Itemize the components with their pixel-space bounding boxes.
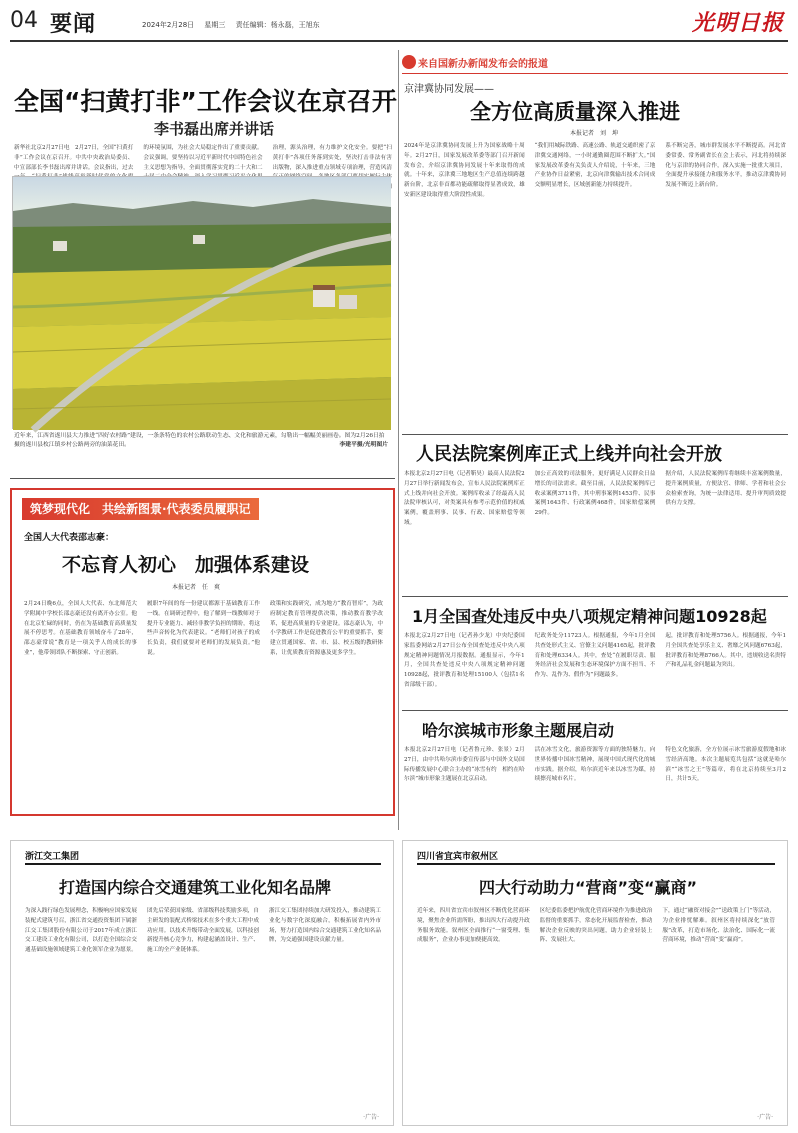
jj-banner <box>402 52 788 74</box>
court-col-3: 据介绍，人民法院案例库将继续丰富案例数量，提升案例质量，方便法官、律师、学者和社会公众检索查询，为统一法律适用、提升审判质效提供有力支撑。 <box>665 471 787 507</box>
dot-icon <box>402 55 416 69</box>
photo-credit: 李建平摄/光明图片 <box>339 442 388 448</box>
sichuan-col-2: 区纪委监委把护航优化营商环境作为推进政治监督的重要抓手，常态化开展监督检查，推动解决企业反映的突出问题，助力企业轻装上阵、发展壮大。 <box>539 908 653 944</box>
zhejiang-col-2: 团先后荣获国家级、省部级科技奖励多项，自主研发的装配式桥梁技术在多个重大工程中成功应用。以技术升级带动全面发展，以科技创新提升核心竞争力，构建起涵盖设计、生产、施工的全产业链体系。 <box>147 908 259 954</box>
sichuan-col-1: 近年来，四川省宜宾市叙州区不断优化营商环境，聚焦企业所需所盼，推出四大行动提升政务服务效能。叙州区全面推行“一窗受理、集成服务”，企业办事更加便捷高效。 <box>417 908 530 944</box>
photo-caption <box>14 432 388 450</box>
harbin-col-1: 本报北京2月27日电（记者鲁元珍、张景）2月27日，由中共哈尔滨市委宣传部与中国外文局国际传播发展中心联合主办的“冰雪有约 相约在哈尔滨”城市形象主题展在北京启动。 <box>404 747 525 783</box>
feature-col-2: 履职7年间的每一份建议都源于基础教育工作一线。在调研过程中，他了解到一线教师对于提升专业能力、减轻非教学负担的期盼，将这些声音转化为代表建议。“老师们对孩子的成长负责，我们就要对老师们的发展负责。”他说。 <box>147 601 260 656</box>
jj-body <box>404 142 786 432</box>
lead-title: 全国“扫黄打非”工作会议在京召开 <box>14 87 397 116</box>
sichuan-col-3: 下，通过“融资对接会”“送政策上门”等活动，为企业排忧解难。叙州区将持续深化“放管服”改革，打造市场化、法治化、国际化一流营商环境，推动“营商”变“赢商”。 <box>662 908 776 944</box>
feature-kicker: 全国人大代表邵志豪： <box>24 533 115 543</box>
sichuan-ad <box>402 840 788 1126</box>
sichuan-label: 四川省宜宾市叙州区 <box>417 852 499 862</box>
feature-col-1: 2月24日晚6点，全国人大代表、东北师范大学附属中学校长邵志豪还没有离开办公室。他在北京忙碌的同时，仍在为基础教育高质量发展不停思考。在基础教育领域奋斗了28年，邵志豪常说“教育是一项关乎人的成长的事业”，他带领团队不断探索、守正创新。 <box>24 601 137 656</box>
lead-col-2: 的环境氛围，为社会大局稳定作出了重要贡献。会议强调，要坚持以习近平新时代中国特色社会主义思想为指导，全面贯彻落实党的二十大和二 <box>143 145 263 171</box>
feature-body <box>24 600 383 808</box>
jwh-col-3: 起，批评教育和处理5756人。根据通报，今年1月全国共查处享乐主义、奢靡之风问题6763起，批评教育和处理8766人。其中，违规收送名贵特产和礼品礼金问题最为突出。 <box>665 633 787 669</box>
zhejiang-col-3: 浙江交工集团持续加大研发投入，推动建筑工业化与数字化深度融合，积极拓展省内外市场，努力打造国内综合交通建筑工业化知名品牌，为交通强国建设贡献力量。 <box>269 908 381 944</box>
feature-col-3: 政策和实践研究，成为地方“教育智库”，为政府制定教育管理提供决策，推动教育教学改革，促进高质量的专业建设。邵志豪认为，中小学教研工作是促进教育公平的重要抓手，要建立贯通国家、省、市、县、校五级的教研体系，让优质教育资源惠及更多学生。 <box>270 601 383 656</box>
zhejiang-title: 打造国内综合交通建筑工业化知名品牌 <box>59 878 332 897</box>
jwh-col-2: 纪政务处分11723人。根据通报，今年1月全国共查处形式主义、官僚主义问题4165起，批评教育和处理6334人。其中，查处“在履职尽责、服务经济社会发展和生态环境保护方面不担当、不作为、乱作为、假作为”问题最多。 <box>534 633 656 679</box>
court-col-1: 本报北京2月27日电（记者靳昊）最高人民法院2月27日举行新闻发布会，宣布人民法院案例库正式上线并向社会开放。案例库收录了经最高人民法院审核认可，对类案具有参考示范价值的权威案例，覆盖刑事、民事、行政、国家赔偿等领域。 <box>404 471 525 526</box>
zhejiang-label-rule <box>25 863 381 865</box>
jj-col-3: 系不断完善，城市群发展水平不断提高。河北省委常委、常务副省长在会上表示，河北将持续深化与京津的协同合作，深入实施一批重大项目，全面提升承接能力和服务水平，推动京津冀协同发展不断迈上新台阶。 <box>665 143 787 189</box>
newspaper-logo: 光明日报 <box>691 10 784 36</box>
jwh-title: 1月全国查处违反中央八项规定精神问题10928起 <box>412 607 767 626</box>
harbin-col-3: 特色文化旅游，全方位展示冰雪旅游度假地和冰雪经济高地。本次主题展览共包括“这就是哈尔滨”“冰雪之王”等篇章，将在北京持续至3月2日，共计5天。 <box>665 747 787 783</box>
harbin-body <box>404 746 786 822</box>
sichuan-ad-tag: ·广告· <box>757 1114 773 1121</box>
feature-title: 不忘育人初心 加强体系建设 <box>62 554 310 576</box>
lead-col-1: 新华社北京2月27日电 2月27日，全国“扫黄打非”工作会议在京召开。中共中央政治局委员、中宣部部长李书磊出席并讲话。会议指出，过去 <box>14 145 134 171</box>
zhejiang-col-1: 为深入践行绿色发展理念，积极响应国家发展装配式建筑号召，浙江省交通投资集团下属浙江交工集团股份有限公司于2017年成立浙江交工建设工业化有限公司，以打造全国综合交通基础设施领域建筑工业化领军企业为愿景。 <box>25 908 137 954</box>
zhejiang-body <box>25 907 381 1107</box>
page-column-divider <box>398 50 399 830</box>
issue-weekday: 星期三 <box>204 21 226 29</box>
jj-col-2: “我们用城际铁路、高速公路、轨道交通织密了京津冀交通网络，一小时通勤圈范围不断扩大。”国家发展改革委有关负责人介绍说，十年来，三地产业协作日益紧密，北京向津冀输出技术合同成交额明显增长，区域创新能力持续提升。 <box>534 143 656 189</box>
lead-subtitle: 李书磊出席并讲话 <box>154 120 275 138</box>
jj-title: 全方位高质量深入推进 <box>470 100 680 124</box>
jwh-divider <box>402 710 788 711</box>
photo-caption-text: 近年来，江西省遂川县大力推进“四好农村路”建设，一条条特色的农村公路联动生态、文化和旅游元素，勾勒出一幅幅美丽画卷。图为2月26日拍摄的遂川县枚江镇乡村公路两旁的油菜花田。 <box>14 433 385 448</box>
lead-col-3: 治理，源头治理，有力维护文化安全。要把“扫黄打非”各项任务落到实处，坚决打击非法有害出版物，深入推进重点领域专项治理，营造风清 <box>272 145 392 171</box>
sichuan-title: 四大行动助力“营商”变“赢商” <box>479 878 698 897</box>
masthead <box>10 6 788 42</box>
jj-col-1: 2024年是京津冀协同发展上升为国家战略十周年。2月27日，国家发展改革委等部门召开新闻发布会，介绍京津冀协同发展十年来取得的成就。十年来，京津冀三地地区生产总值连续跨越新台阶，北京非首都功能疏解取得显著成效，雄安新区建设取得重大阶段性成果。 <box>404 143 525 198</box>
feature-box <box>10 488 395 816</box>
lead-divider <box>10 478 395 479</box>
rural-road-photo-illustration <box>13 177 391 430</box>
jj-banner-text: 来自国新办新闻发布会的报道 <box>418 59 548 70</box>
jwh-body <box>404 632 786 706</box>
jj-divider <box>402 434 788 435</box>
masthead-rule <box>10 40 788 42</box>
zhejiang-ad <box>10 840 394 1126</box>
issue-date: 2024年2月28日 <box>142 21 195 29</box>
court-col-2: 加公正高效的司法服务，更好满足人民群众日益增长的司法需求。截至目前，人民法院案例库已收录案例3711件，其中刑事案例1453件、民事案例1643件、行政案例468件，国家赔偿案例29件。 <box>534 471 656 517</box>
sichuan-body <box>417 907 775 1107</box>
lead-photo <box>12 176 390 429</box>
jwh-col-1: 本报北京2月27日电（记者孙少龙）中央纪委国家监委网站2月27日公布全国查处违反中央八项规定精神问题情况月报数据。通报显示，今年1月，全国共查处违反中央八项规定精神问题10928起，批评教育和处理15100人（包括1名省部级干部）。 <box>404 633 525 688</box>
jj-byline: 本报记者 刘 坤 <box>570 130 619 137</box>
zhejiang-label: 浙江交工集团 <box>25 852 80 862</box>
page-number: 04 <box>10 8 38 33</box>
feature-byline: 本报记者 任 爽 <box>172 584 221 591</box>
harbin-col-2: 活在冰雪文化，旅游资源等方面的独特魅力，向世界传播中国冰雪精神，展现中国式现代化的城市实践。据介绍，哈尔滨近年来以冰雪为媒，持续擦亮城市名片。 <box>534 747 656 783</box>
issue-editors: 责任编辑：杨永磊，王旭东 <box>235 21 320 29</box>
issue-info <box>142 20 328 30</box>
court-title: 人民法院案例库正式上线并向社会开放 <box>416 444 722 465</box>
sichuan-label-rule <box>417 863 775 865</box>
harbin-title: 哈尔滨城市形象主题展启动 <box>422 721 615 740</box>
section-name: 要闻 <box>50 11 97 37</box>
lead-body <box>14 144 392 174</box>
court-body <box>404 470 786 592</box>
zhejiang-ad-tag: ·广告· <box>363 1114 379 1121</box>
jj-kicker: 京津冀协同发展—— <box>404 84 494 95</box>
court-divider <box>402 596 788 597</box>
feature-banner: 筑梦现代化 共绘新图景·代表委员履职记 <box>22 498 259 520</box>
